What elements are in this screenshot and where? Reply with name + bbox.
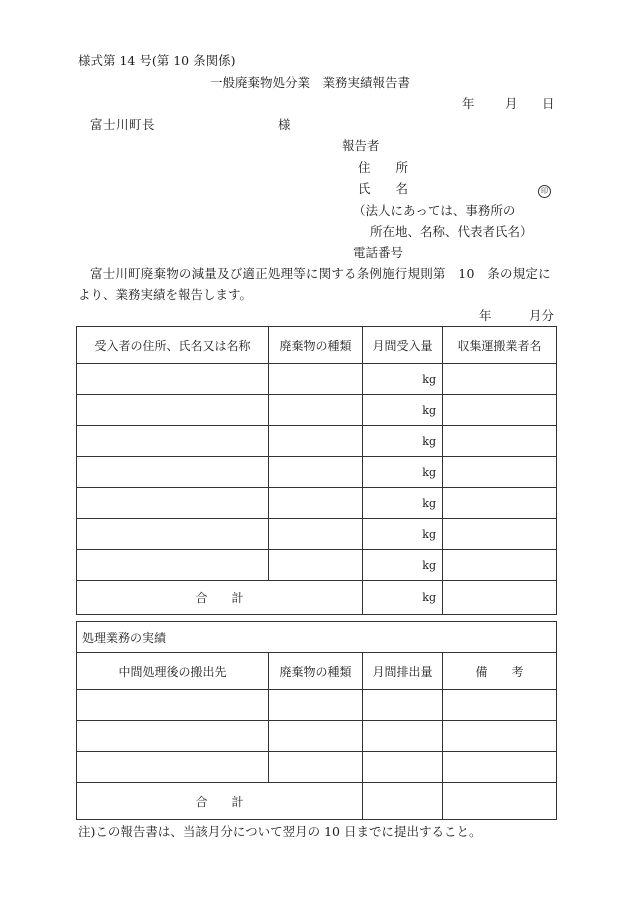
processing-section-row (77, 622, 557, 653)
table-row (77, 488, 557, 519)
date-month: 月 (505, 96, 518, 111)
collector-cell[interactable] (443, 426, 557, 457)
processing-table (76, 621, 557, 820)
amount-cell[interactable]: kg (363, 457, 443, 488)
processing-total-amount[interactable] (363, 783, 443, 820)
receiver-cell[interactable] (77, 457, 269, 488)
reporter-phone-label: 電話番号 (353, 245, 404, 260)
waste-type-cell[interactable] (269, 364, 363, 395)
body-text-line2: より、業務実績を報告します。 (78, 287, 253, 302)
waste-type-cell[interactable] (269, 395, 363, 426)
reporter-name-label: 氏 名 (358, 181, 409, 196)
table-row (77, 721, 557, 752)
waste-type-cell[interactable] (269, 426, 363, 457)
processing-total-row (77, 783, 557, 820)
header-remarks: 備 考 (443, 653, 557, 690)
amount-cell[interactable] (363, 721, 443, 752)
amount-cell[interactable] (363, 690, 443, 721)
header-monthly-received: 月間受入量 (363, 327, 443, 364)
reporter-address-label: 住 所 (358, 160, 409, 175)
receiver-cell[interactable] (77, 364, 269, 395)
header-waste-type: 廃棄物の種類 (269, 653, 363, 690)
header-destination: 中間処理後の搬出先 (77, 653, 269, 690)
destination-cell[interactable] (77, 752, 269, 783)
waste-type-cell[interactable] (269, 752, 363, 783)
amount-cell[interactable]: kg (363, 488, 443, 519)
body-text-line1: 富士川町廃棄物の減量及び適正処理等に関する条例施行規則第 10 条の規定に (90, 266, 551, 281)
amount-cell[interactable]: kg (363, 519, 443, 550)
reception-total-row (77, 581, 557, 615)
amount-cell[interactable]: kg (363, 395, 443, 426)
reporter-label: 報告者 (342, 138, 380, 153)
collector-cell[interactable] (443, 395, 557, 426)
table-row (77, 550, 557, 581)
table-row (77, 690, 557, 721)
receiver-cell[interactable] (77, 519, 269, 550)
reporter-note-line1: （法人にあっては、事務所の (353, 203, 516, 218)
table-row (77, 519, 557, 550)
receiver-cell[interactable] (77, 550, 269, 581)
processing-total-remarks[interactable] (443, 783, 557, 820)
period-month: 月分 (529, 308, 555, 323)
amount-cell[interactable]: kg (363, 550, 443, 581)
date-day: 日 (542, 96, 555, 111)
reception-header-row (77, 327, 557, 364)
period-year: 年 (479, 308, 492, 323)
amount-cell[interactable]: kg (363, 426, 443, 457)
waste-type-cell[interactable] (269, 550, 363, 581)
processing-section-title: 処理業務の実績 (77, 622, 557, 653)
header-collector: 収集運搬業者名 (443, 327, 557, 364)
table-row (77, 395, 557, 426)
collector-cell[interactable] (443, 457, 557, 488)
processing-total-label: 合 計 (77, 783, 363, 820)
document-title: 一般廃棄物処分業 業務実績報告書 (210, 75, 411, 90)
table-row (77, 426, 557, 457)
destination-cell[interactable] (77, 721, 269, 752)
table-row (77, 457, 557, 488)
reporter-note-line2: 所在地、名称、代表者氏名） (370, 224, 533, 239)
reception-total-collector[interactable] (443, 581, 557, 615)
collector-cell[interactable] (443, 488, 557, 519)
header-waste-type: 廃棄物の種類 (269, 327, 363, 364)
waste-type-cell[interactable] (269, 721, 363, 752)
collector-cell[interactable] (443, 519, 557, 550)
amount-cell[interactable] (363, 752, 443, 783)
waste-type-cell[interactable] (269, 457, 363, 488)
header-monthly-discharged: 月間排出量 (363, 653, 443, 690)
collector-cell[interactable] (443, 550, 557, 581)
reception-total-amount[interactable]: kg (363, 581, 443, 615)
remarks-cell[interactable] (443, 690, 557, 721)
footnote: 注)この報告書は、当該月分について翌月の 10 日までに提出すること。 (78, 824, 482, 839)
remarks-cell[interactable] (443, 752, 557, 783)
addressee-name: 富士川町長 (90, 117, 156, 132)
destination-cell[interactable] (77, 690, 269, 721)
receiver-cell[interactable] (77, 426, 269, 457)
receiver-cell[interactable] (77, 395, 269, 426)
form-number: 様式第 14 号(第 10 条関係) (78, 53, 236, 68)
table-row (77, 364, 557, 395)
reception-total-label: 合 計 (77, 581, 363, 615)
seal-mark (538, 183, 551, 198)
header-receiver: 受入者の住所、氏名又は名称 (77, 327, 269, 364)
remarks-cell[interactable] (443, 721, 557, 752)
waste-type-cell[interactable] (269, 519, 363, 550)
receiver-cell[interactable] (77, 488, 269, 519)
waste-type-cell[interactable] (269, 488, 363, 519)
collector-cell[interactable] (443, 364, 557, 395)
table-row (77, 752, 557, 783)
processing-header-row (77, 653, 557, 690)
seal-icon: 印 (538, 185, 551, 198)
addressee-honorific: 様 (278, 117, 291, 132)
date-year: 年 (462, 96, 475, 111)
reception-table (76, 326, 557, 615)
waste-type-cell[interactable] (269, 690, 363, 721)
amount-cell[interactable]: kg (363, 364, 443, 395)
